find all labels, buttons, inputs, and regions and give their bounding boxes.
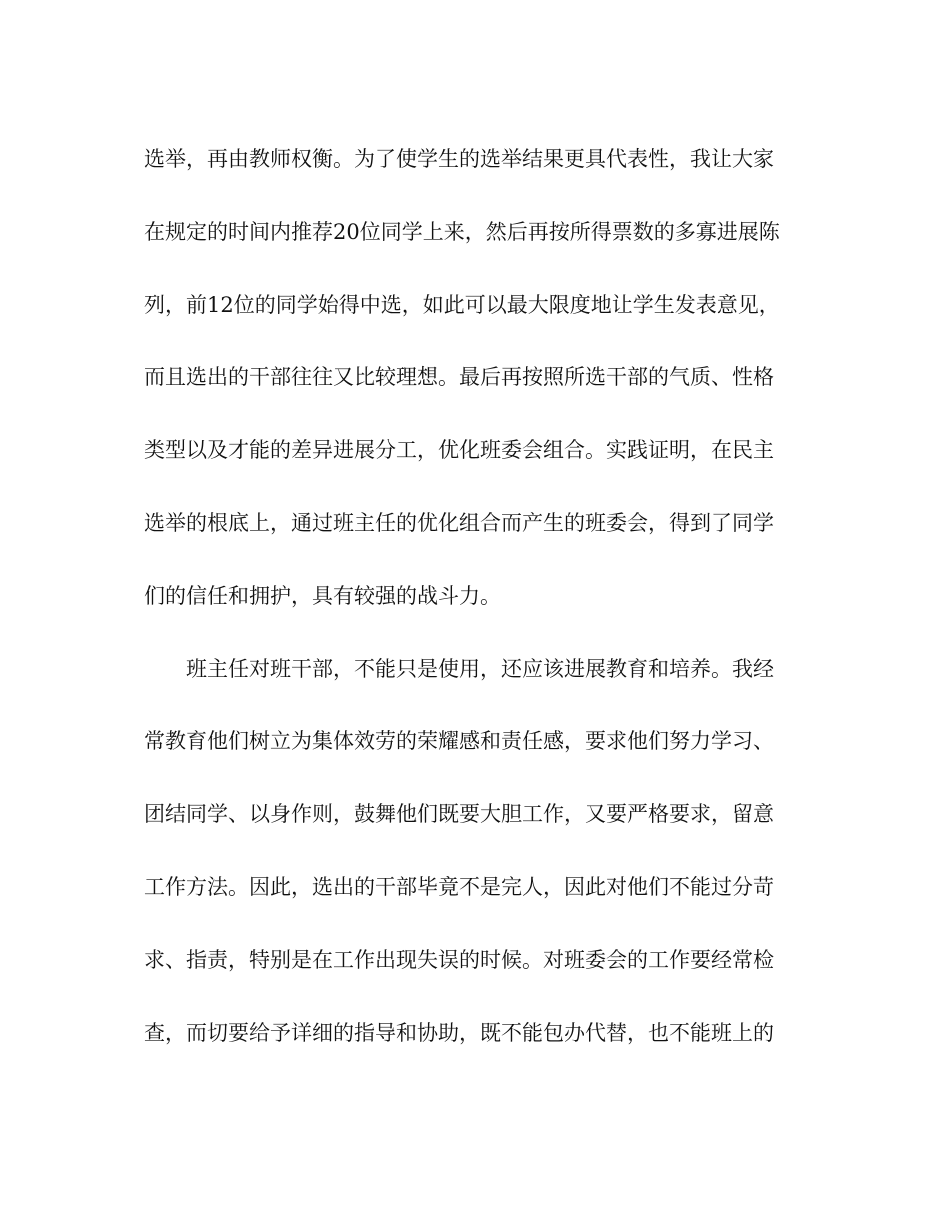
paragraph-2 — [144, 651, 804, 1088]
text-line: 选举，再由教师权衡。为了使学生的选举结果更具代表性，我让大家 — [144, 147, 774, 171]
text-line: 常教育他们树立为集体效劳的荣耀感和责任感，要求他们努力学习、 — [144, 729, 774, 754]
text-line: 团结同学、以身作则，鼓舞他们既要大胆工作，又要严格要求，留意 — [144, 802, 774, 827]
text-line: 选举的根底上，通过班主任的优化组合而产生的班委会，得到了同学 — [144, 510, 774, 535]
text-line: 求、指责，特别是在工作出现失误的时候。对班委会的工作要经常检 — [144, 947, 774, 972]
text-line: 工作方法。因此，选出的干部毕竟不是完人，因此对他们不能过分苛 — [144, 874, 774, 899]
body-text — [144, 141, 804, 1087]
text-line: 班主任对班干部，不能只是使用，还应该进展教育和培养。我经 — [186, 656, 774, 681]
text-line: 而且选出的干部往往又比较理想。最后再按照所选干部的气质、性格 — [144, 365, 774, 390]
text-line: 列，前12位的同学始得中选，如此可以最大限度地让学生发表意见， — [144, 292, 780, 317]
paragraph-1 — [144, 141, 804, 651]
text-line: 们的信任和拥护，具有较强的战斗力。 — [144, 583, 501, 608]
text-line: 查，而切要给予详细的指导和协助，既不能包办代替，也不能班上的 — [144, 1020, 774, 1045]
text-line: 类型以及才能的差异进展分工，优化班委会组合。实践证明，在民主 — [144, 438, 774, 463]
text-line: 在规定的时间内推荐20位同学上来，然后再按所得票数的多寡进展陈 — [144, 219, 780, 244]
